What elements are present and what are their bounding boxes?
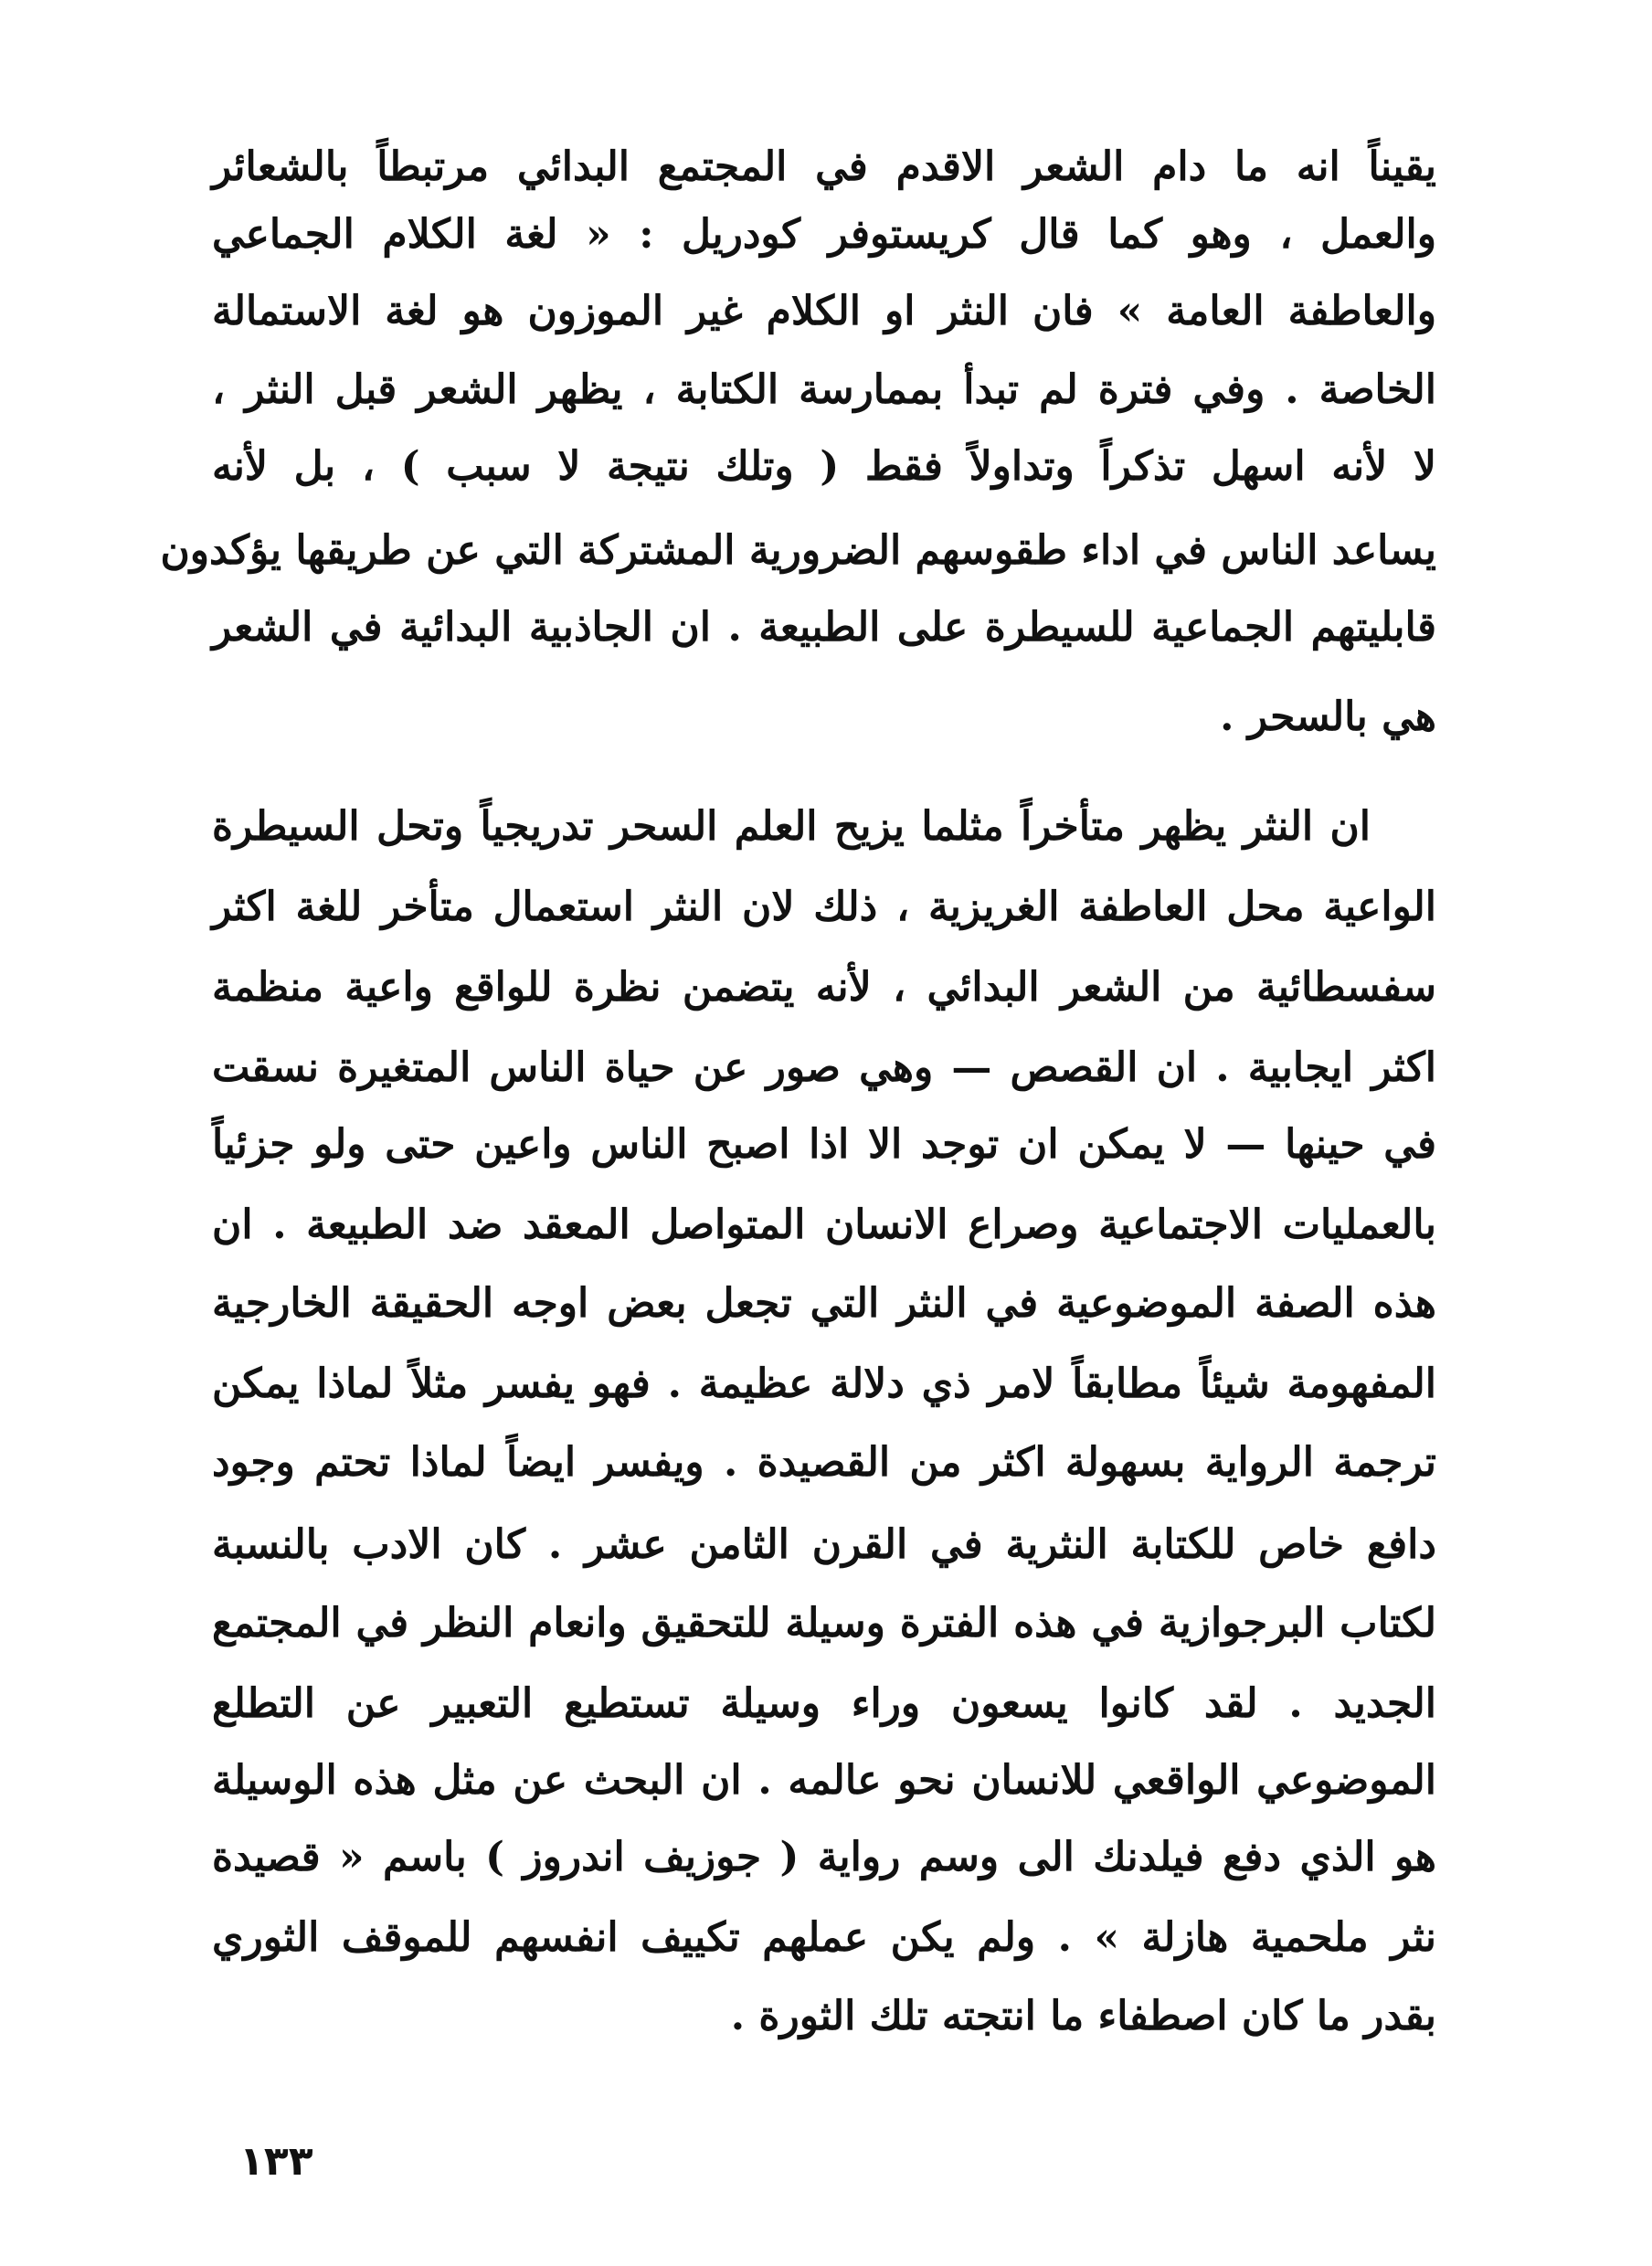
paragraph-1-line-4: الخاصة . وفي فترة لم تبدأ بممارسة الكتابة ، يظهر الشعر قبل النثر ، <box>212 366 1436 413</box>
paragraph-2-line-16: بقدر ما كان اصطفاء ما انتجته تلك الثورة . <box>730 1993 1436 2039</box>
paragraph-2-line-15: نثر ملحمية هازلة » . ولم يكن عملهم تكييف انفسهم للموقف الثوري <box>212 1914 1436 1961</box>
paragraph-2-line-14: هو الذي دفع فيلدنك الى وسم رواية ( جوزيف اندروز ) باسم « قصيدة <box>212 1834 1436 1880</box>
paragraph-2-line-8: المفهومة شيئاً مطابقاً لامر ذي دلالة عظيمة . فهو يفسر مثلاً لماذا يمكن <box>212 1361 1436 1407</box>
paragraph-1-line-7: قابليتهم الجماعية للسيطرة على الطبيعة . ان الجاذبية البدائية في الشعر <box>212 604 1436 651</box>
paragraph-2-line-9: ترجمة الرواية بسهولة اكثر من القصيدة . ويفسر ايضاً لماذا تحتم وجود <box>212 1439 1436 1486</box>
paragraph-2-line-6: بالعمليات الاجتماعية وصراع الانسان المتواصل المعقد ضد الطبيعة . ان <box>212 1202 1436 1248</box>
paragraph-1-line-1: يقيناً انه ما دام الشعر الاقدم في المجتمع البدائي مرتبطاً بالشعائر <box>212 143 1436 190</box>
paragraph-2-line-10: دافع خاص للكتابة النثرية في القرن الثامن عشر . كان الادب بالنسبة <box>212 1521 1436 1568</box>
paragraph-2-line-12: الجديد . لقد كانوا يسعون وراء وسيلة تستطيع التعبير عن التطلع <box>212 1680 1436 1727</box>
paragraph-2-line-4: اكثر ايجابية . ان القصص — وهي صور عن حياة الناس المتغيرة نسقت <box>212 1044 1436 1091</box>
paragraph-2-line-11: لكتاب البرجوازية في هذه الفترة وسيلة للتحقيق وانعام النظر في المجتمع <box>212 1600 1436 1647</box>
paragraph-2-line-3: سفسطائية من الشعر البدائي ، لأنه يتضمن نظرة للواقع واعية منظمة <box>212 964 1436 1011</box>
paragraph-1-line-5: لا لأنه اسهل تذكراً وتداولاً فقط ( وتلك نتيجة لا سبب ) ، بل لأنه <box>212 443 1436 490</box>
paragraph-1-line-2: والعمل ، وهو كما قال كريستوفر كودريل : « لغة الكلام الجماعي <box>212 211 1436 258</box>
paragraph-2-line-2: الواعية محل العاطفة الغريزية ، ذلك لان النثر استعمال متأخر للغة اكثر <box>212 884 1436 930</box>
paragraph-2-line-7: هذه الصفة الموضوعية في النثر التي تجعل بعض اوجه الحقيقة الخارجية <box>212 1280 1436 1327</box>
paragraph-1-line-6: يساعد الناس في اداء طقوسهم الضرورية المشتركة التي عن طريقها يؤكدون <box>160 527 1436 574</box>
page-number: ١٣٣ <box>239 2138 313 2185</box>
paragraph-2-line-5: في حينها — لا يمكن ان توجد الا اذا اصبح الناس واعين حتى ولو جزئياً <box>212 1121 1436 1168</box>
paragraph-1-line-8: هي بالسحر . <box>1220 694 1436 740</box>
paragraph-2-line-13: الموضوعي الواقعي للانسان نحو عالمه . ان البحث عن مثل هذه الوسيلة <box>212 1757 1436 1804</box>
paragraph-1-line-3: والعاطفة العامة » فان النثر او الكلام غير الموزون هو لغة الاستمالة <box>212 288 1436 334</box>
paragraph-2-line-1: ان النثر يظهر متأخراً مثلما يزيح العلم السحر تدريجياً وتحل السيطرة <box>212 803 1371 850</box>
